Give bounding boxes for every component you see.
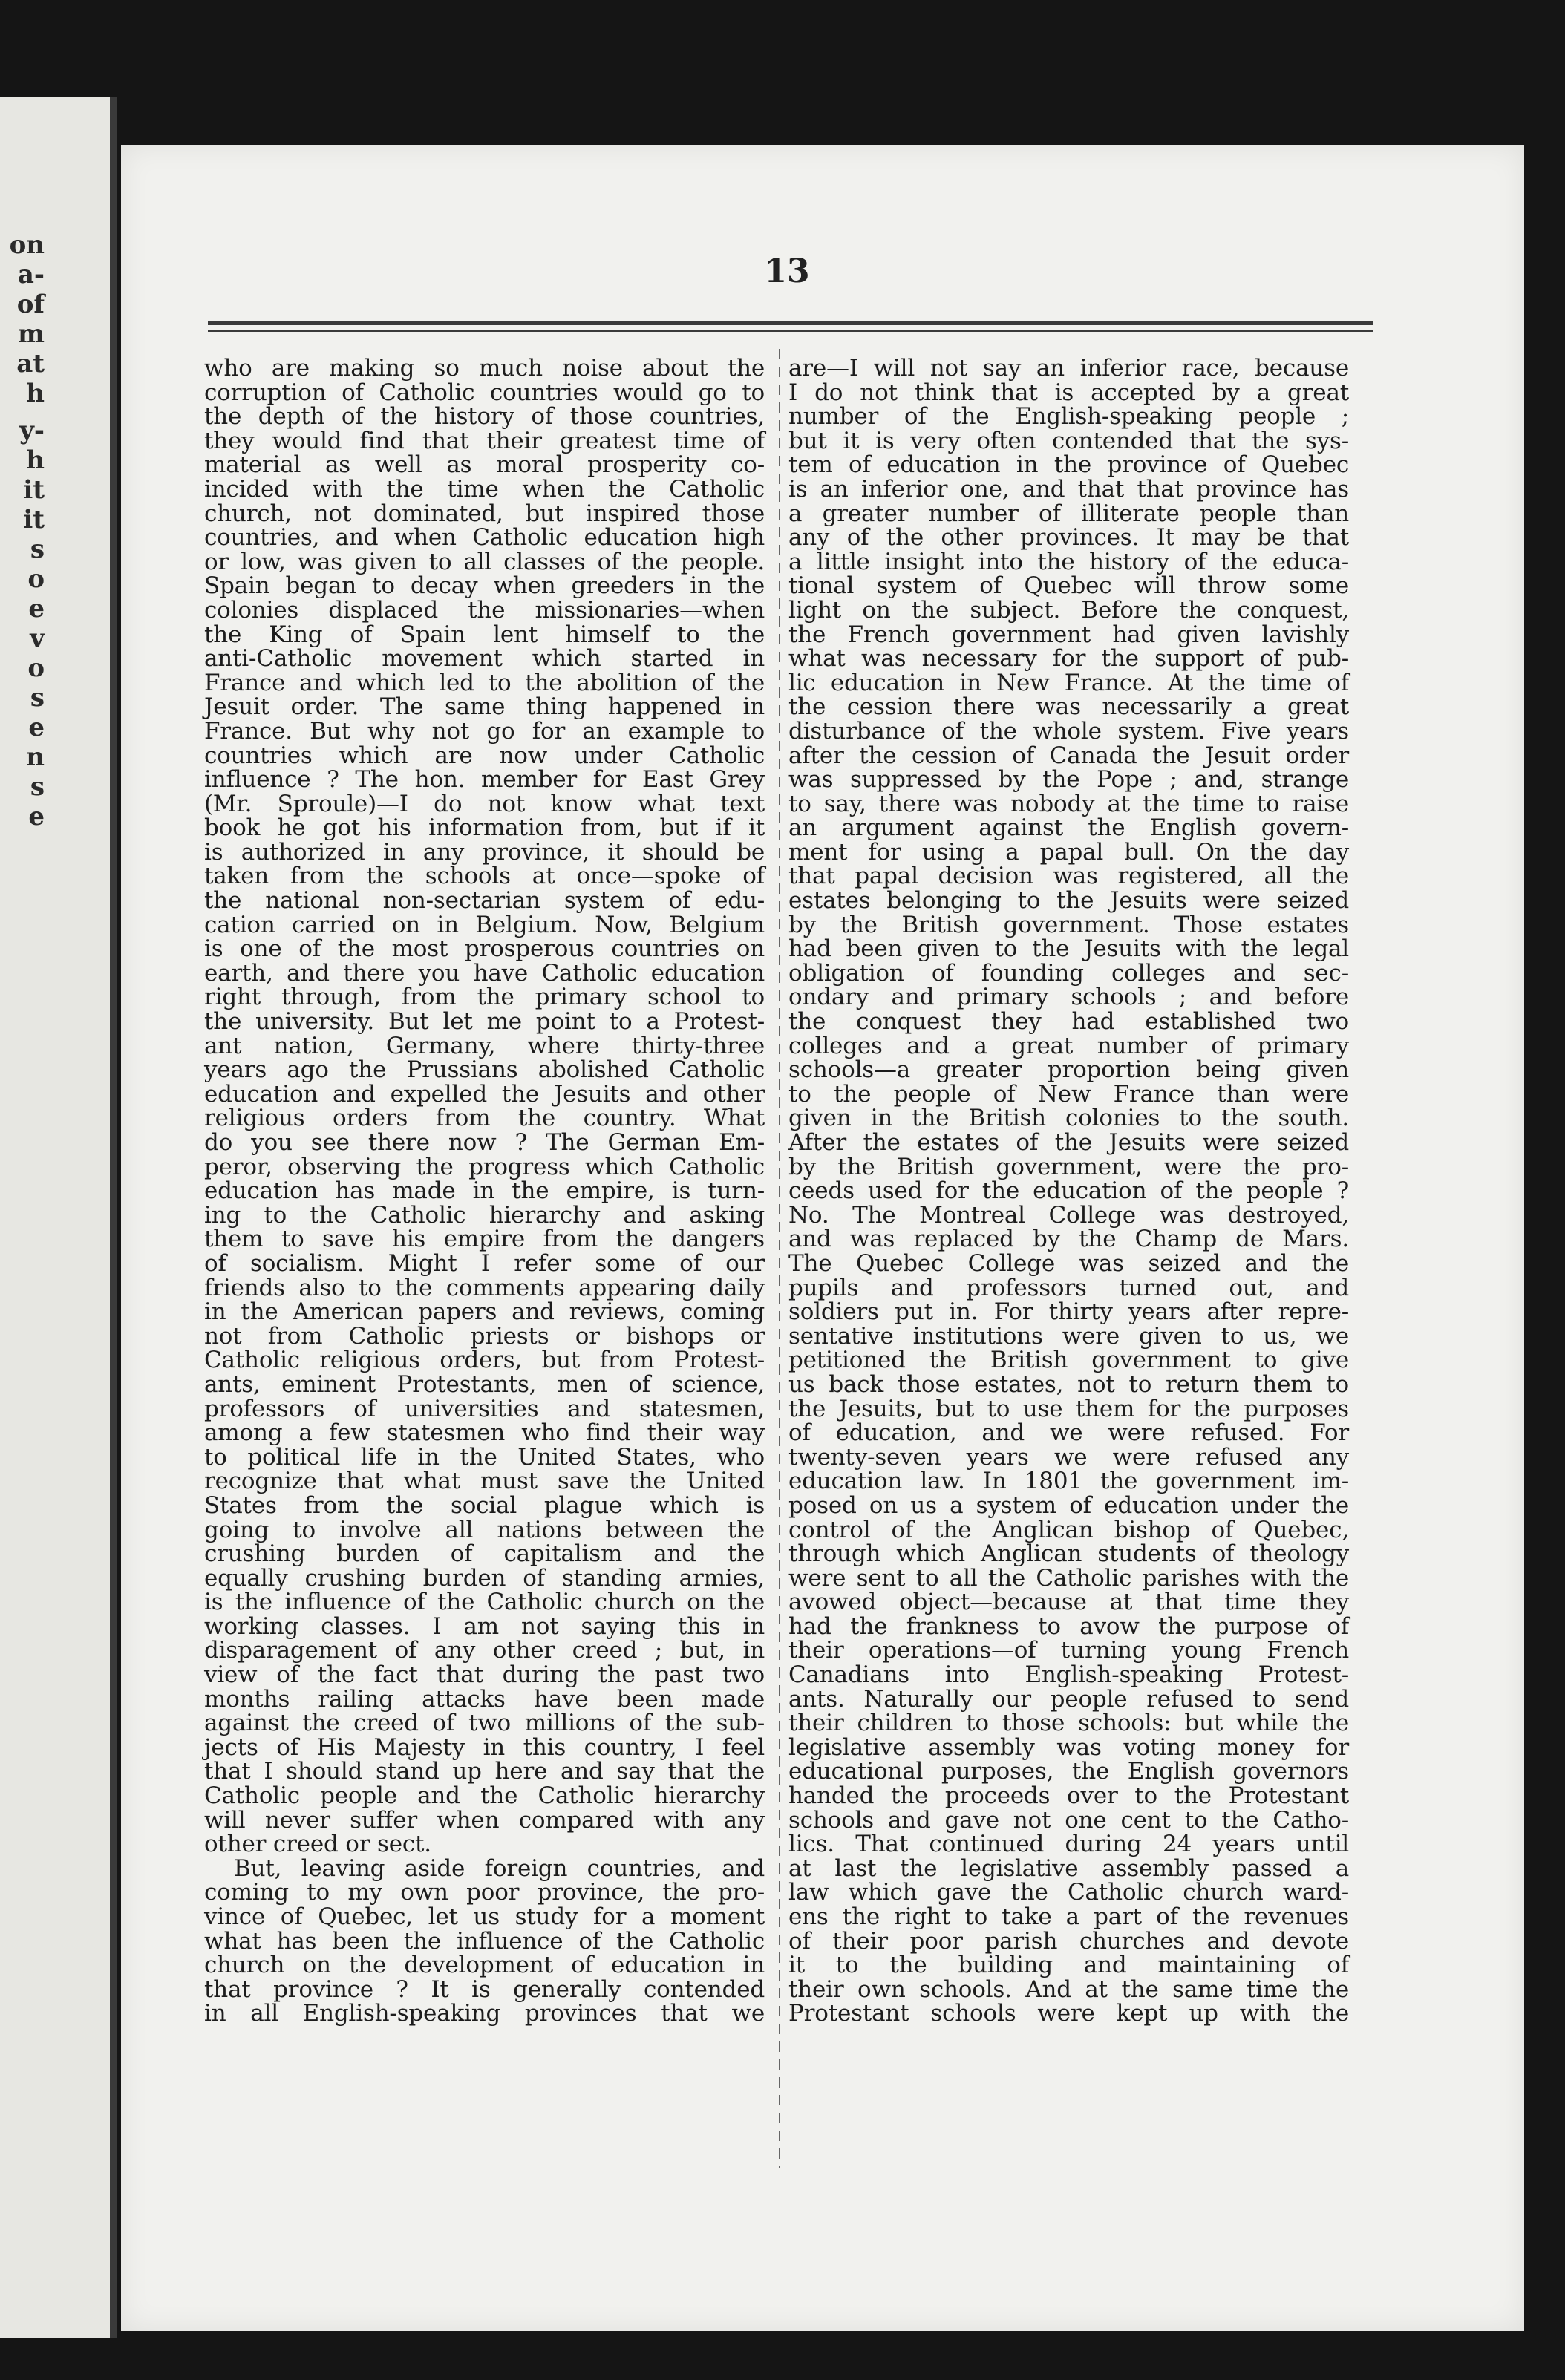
- text-line: lic education in New France. At the time of: [788, 669, 1349, 696]
- text-line: education and expelled the Jesuits and other: [204, 1080, 765, 1108]
- facing-page-fragment: s: [30, 772, 45, 802]
- text-line: what has been the influence of the Catholic: [204, 1927, 765, 1955]
- text-line: lics. That continued during 24 years until: [788, 1831, 1349, 1858]
- facing-page-fragment: of: [16, 290, 45, 319]
- text-line: ant nation, Germany, where thirty-three: [204, 1032, 765, 1059]
- text-line: are—I will not say an inferior race, because: [788, 355, 1349, 382]
- text-line: Protestant schools were kept up with the: [788, 2000, 1349, 2027]
- text-line: The Quebec College was seized and the: [788, 1249, 1349, 1277]
- text-line: Spain began to decay when greeders in the: [204, 572, 765, 600]
- text-line: schools and gave not one cent to the Catho-: [788, 1806, 1349, 1834]
- text-line: pupils and professors turned out, and: [788, 1274, 1349, 1301]
- text-line: soldiers put in. For thirty years after repre-: [788, 1298, 1349, 1326]
- text-line: twenty-seven years we were refused any: [788, 1443, 1349, 1471]
- facing-page-fragment: n: [26, 742, 45, 772]
- text-line: ment for using a papal bull. On the day: [788, 838, 1349, 866]
- text-line: is authorized in any province, it should be: [204, 838, 765, 866]
- text-line: is the influence of the Catholic church on the: [204, 1589, 765, 1616]
- facing-page-fragment: a-: [17, 260, 45, 290]
- text-line: at last the legislative assembly passed a: [788, 1854, 1349, 1882]
- text-line: schools—a greater proportion being given: [788, 1056, 1349, 1084]
- text-line: do you see there now ? The German Em-: [204, 1129, 765, 1156]
- text-line: tem of education in the province of Quebec: [788, 451, 1349, 479]
- text-line: that I should stand up here and say that the: [204, 1758, 765, 1785]
- text-line: the conquest they had established two: [788, 1008, 1349, 1036]
- text-line: who are making so much noise about the: [204, 355, 765, 382]
- text-line: crushing burden of capitalism and the: [204, 1540, 765, 1568]
- text-line: ceeds used for the education of the people ?: [788, 1177, 1349, 1205]
- text-line: control of the Anglican bishop of Quebec,: [788, 1516, 1349, 1543]
- text-line: of socialism. Might I refer some of our: [204, 1249, 765, 1277]
- text-line: Canadians into English-speaking Protest-: [788, 1661, 1349, 1689]
- text-line: to political life in the United States, who: [204, 1443, 765, 1471]
- text-line: Catholic religious orders, but from Protest-: [204, 1347, 765, 1374]
- text-line: had been given to the Jesuits with the legal: [788, 935, 1349, 963]
- facing-page-fragment: m: [18, 319, 45, 349]
- text-line: an argument against the English govern-: [788, 814, 1349, 842]
- facing-page-fragment: o: [27, 564, 45, 594]
- text-line: disparagement of any other creed ; but, in: [204, 1637, 765, 1664]
- text-line: vince of Quebec, let us study for a moment: [204, 1903, 765, 1930]
- text-line: earth, and there you have Catholic education: [204, 959, 765, 987]
- text-line: equally crushing burden of standing armies,: [204, 1564, 765, 1592]
- text-line: any of the other provinces. It may be that: [788, 524, 1349, 552]
- text-line: professors of universities and statesmen,: [204, 1395, 765, 1422]
- facing-page-fragment: on: [9, 230, 45, 260]
- text-line: Jesuit order. The same thing happened in: [204, 693, 765, 721]
- text-line: their children to those schools: but while the: [788, 1710, 1349, 1737]
- text-line: religious orders from the country. What: [204, 1105, 765, 1132]
- text-line: ing to the Catholic hierarchy and asking: [204, 1201, 765, 1229]
- text-line: against the creed of two millions of the sub-: [204, 1710, 765, 1737]
- text-line: law which gave the Catholic church ward-: [788, 1879, 1349, 1906]
- text-line: is an inferior one, and that that province has: [788, 475, 1349, 503]
- text-line: in the American papers and reviews, coming: [204, 1298, 765, 1326]
- text-line: ens the right to take a part of the revenues: [788, 1903, 1349, 1930]
- facing-page-fragment: s: [30, 683, 45, 713]
- facing-page-fragment: e: [28, 713, 45, 742]
- text-line: estates belonging to the Jesuits were seized: [788, 887, 1349, 915]
- text-line: working classes. I am not saying this in: [204, 1612, 765, 1640]
- text-line: a greater number of illiterate people than: [788, 500, 1349, 527]
- text-line: the King of Spain lent himself to the: [204, 621, 765, 648]
- facing-page-fragment: h: [26, 445, 45, 475]
- text-line: (Mr. Sproule)—I do not know what text: [204, 790, 765, 817]
- facing-page-fragment: it: [23, 475, 45, 505]
- text-line: they would find that their greatest time of: [204, 427, 765, 454]
- text-line: coming to my own poor province, the pro-: [204, 1879, 765, 1906]
- text-line: ants. Naturally our people refused to send: [788, 1685, 1349, 1713]
- text-line: education law. In 1801 the government im-: [788, 1468, 1349, 1495]
- text-line: light on the subject. Before the conquest,: [788, 596, 1349, 624]
- text-line: but it is very often contended that the sys-: [788, 427, 1349, 454]
- text-line: and was replaced by the Champ de Mars.: [788, 1226, 1349, 1253]
- text-line: France. But why not go for an example to: [204, 717, 765, 745]
- text-line: handed the proceeds over to the Protestant: [788, 1782, 1349, 1810]
- text-line: of their poor parish churches and devote: [788, 1927, 1349, 1955]
- text-line: avowed object—because at that time they: [788, 1589, 1349, 1616]
- text-line: recognize that what must save the United: [204, 1468, 765, 1495]
- text-line: in all English-speaking provinces that we: [204, 2000, 765, 2027]
- text-line: by the British government. Those estates: [788, 911, 1349, 938]
- text-line: posed on us a system of education under the: [788, 1491, 1349, 1519]
- text-line: was suppressed by the Pope ; and, strange: [788, 766, 1349, 794]
- text-line: that papal decision was registered, all the: [788, 863, 1349, 890]
- left-text-column: [204, 356, 765, 2026]
- text-line: friends also to the comments appearing daily: [204, 1274, 765, 1301]
- text-line: I do not think that is accepted by a great: [788, 379, 1349, 406]
- text-line: months railing attacks have been made: [204, 1685, 765, 1713]
- text-line: countries which are now under Catholic: [204, 742, 765, 769]
- text-line: But, leaving aside foreign countries, and: [234, 1854, 765, 1882]
- facing-page-edge: [0, 97, 111, 2338]
- text-line: France and which led to the abolition of the: [204, 669, 765, 696]
- text-line: obligation of founding colleges and sec-: [788, 959, 1349, 987]
- text-line: their operations—of turning young French: [788, 1637, 1349, 1664]
- text-line: is one of the most prosperous countries on: [204, 935, 765, 963]
- facing-page-fragment: s: [30, 534, 45, 564]
- text-line: the national non-sectarian system of edu-: [204, 887, 765, 915]
- text-line: of education, and we were refused. For: [788, 1419, 1349, 1447]
- text-line: through which Anglican students of theology: [788, 1540, 1349, 1568]
- facing-page-fragment: e: [28, 594, 45, 624]
- text-line: it to the building and maintaining of: [788, 1952, 1349, 1979]
- text-line: ants, eminent Protestants, men of science,: [204, 1370, 765, 1398]
- text-line: the depth of the history of those countries,: [204, 403, 765, 431]
- text-line: the Jesuits, but to use them for the purposes: [788, 1395, 1349, 1422]
- text-line: tional system of Quebec will throw some: [788, 572, 1349, 600]
- facing-page-fragment: it: [23, 505, 45, 534]
- facing-page-fragment: h: [26, 379, 45, 408]
- text-line: right through, from the primary school to: [204, 984, 765, 1011]
- text-line: had the frankness to avow the purpose of: [788, 1612, 1349, 1640]
- text-line: the French government had given lavishly: [788, 621, 1349, 648]
- text-line: book he got his information from, but if it: [204, 814, 765, 842]
- text-line: legislative assembly was voting money for: [788, 1733, 1349, 1761]
- text-line: Catholic people and the Catholic hierarchy: [204, 1782, 765, 1810]
- text-line: were sent to all the Catholic parishes with the: [788, 1564, 1349, 1592]
- text-line: not from Catholic priests or bishops or: [204, 1322, 765, 1350]
- page-binding-shadow: [110, 97, 117, 2338]
- text-line: their own schools. And at the same time the: [788, 1975, 1349, 2003]
- text-line: us back those estates, not to return them to: [788, 1370, 1349, 1398]
- text-line: educational purposes, the English governors: [788, 1758, 1349, 1785]
- header-rule-thick: [208, 321, 1373, 325]
- text-line: jects of His Majesty in this country, I feel: [204, 1733, 765, 1761]
- text-line: cation carried on in Belgium. Now, Belgium: [204, 911, 765, 938]
- text-line: to the people of New France than were: [788, 1080, 1349, 1108]
- text-line: to say, there was nobody at the time to raise: [788, 790, 1349, 817]
- text-line: church, not dominated, but inspired those: [204, 500, 765, 527]
- text-line: by the British government, were the pro-: [788, 1153, 1349, 1180]
- text-line: church on the development of education in: [204, 1952, 765, 1979]
- facing-page-fragment: y-: [19, 416, 45, 445]
- text-line: that province ? It is generally contended: [204, 1975, 765, 2003]
- facing-page-fragment: v: [30, 624, 45, 653]
- text-line: colleges and a great number of primary: [788, 1032, 1349, 1059]
- text-line: taken from the schools at once—spoke of: [204, 863, 765, 890]
- text-line: petitioned the British government to give: [788, 1347, 1349, 1374]
- text-line: the university. But let me point to a Protest-: [204, 1008, 765, 1036]
- right-text-column: [788, 356, 1349, 2026]
- facing-page-fragment: at: [16, 349, 45, 379]
- text-line: number of the English-speaking people ;: [788, 403, 1349, 431]
- text-line: education has made in the empire, is turn-: [204, 1177, 765, 1205]
- text-line: after the cession of Canada the Jesuit order: [788, 742, 1349, 769]
- text-line: among a few statesmen who find their way: [204, 1419, 765, 1447]
- text-line: or low, was given to all classes of the people.: [204, 548, 765, 575]
- text-line: will never suffer when compared with any: [204, 1806, 765, 1834]
- text-line: them to save his empire from the dangers: [204, 1226, 765, 1253]
- text-line: the cession there was necessarily a great: [788, 693, 1349, 721]
- text-line: ondary and primary schools ; and before: [788, 984, 1349, 1011]
- text-line: disturbance of the whole system. Five years: [788, 717, 1349, 745]
- text-line: influence ? The hon. member for East Grey: [204, 766, 765, 794]
- facing-page-fragment: o: [27, 653, 45, 683]
- text-line: peror, observing the progress which Catholic: [204, 1153, 765, 1180]
- page-number: 13: [764, 252, 810, 290]
- text-line: what was necessary for the support of pub-: [788, 645, 1349, 673]
- text-line: given in the British colonies to the south.: [788, 1105, 1349, 1132]
- text-line: States from the social plague which is: [204, 1491, 765, 1519]
- text-line: years ago the Prussians abolished Catholic: [204, 1056, 765, 1084]
- column-divider: [779, 349, 780, 2168]
- text-line: incided with the time when the Catholic: [204, 475, 765, 503]
- facing-page-fragment: e: [28, 802, 45, 831]
- text-line: going to involve all nations between the: [204, 1516, 765, 1543]
- text-line: other creed or sect.: [204, 1831, 431, 1858]
- text-line: anti-Catholic movement which started in: [204, 645, 765, 673]
- text-line: colonies displaced the missionaries—when: [204, 596, 765, 624]
- text-line: countries, and when Catholic education high: [204, 524, 765, 552]
- text-line: a little insight into the history of the educa-: [788, 548, 1349, 575]
- text-line: material as well as moral prosperity co-: [204, 451, 765, 479]
- text-line: After the estates of the Jesuits were seized: [788, 1129, 1349, 1156]
- text-line: view of the fact that during the past two: [204, 1661, 765, 1689]
- text-line: sentative institutions were given to us, we: [788, 1322, 1349, 1350]
- text-line: corruption of Catholic countries would go to: [204, 379, 765, 406]
- text-line: No. The Montreal College was destroyed,: [788, 1201, 1349, 1229]
- header-rule-thin: [208, 330, 1373, 332]
